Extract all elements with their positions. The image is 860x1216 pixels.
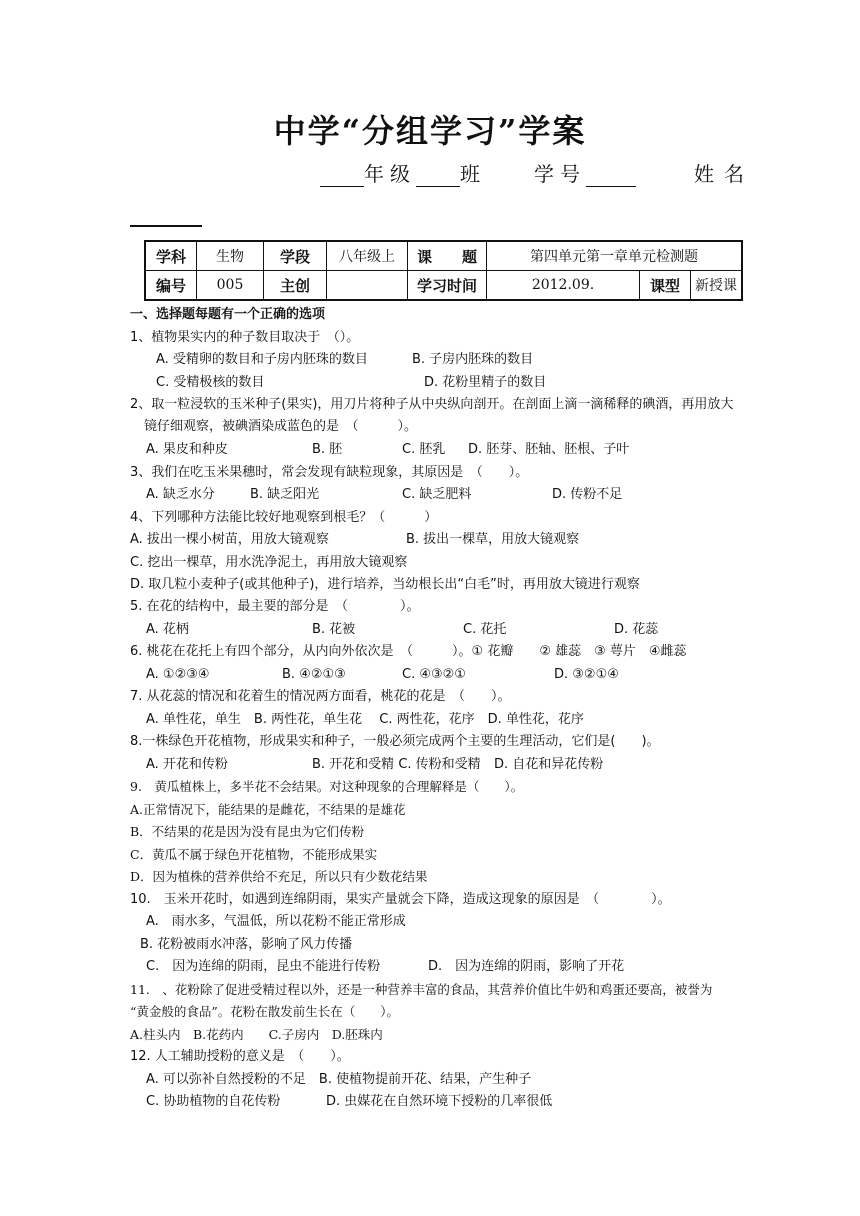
student-info-line: [320, 158, 754, 187]
option[interactable]: A. 果皮和种皮: [146, 442, 228, 457]
option[interactable]: D. 胚芽、胚轴、胚根、子叶: [468, 442, 630, 457]
option[interactable]: C. 花托: [463, 622, 507, 637]
question-stem: 3、我们在吃玉米果穗时，常会发现有缺粒现象，其原因是 （ ）。: [130, 465, 529, 480]
question-stem: 4、下列哪种方法能比较好地观察到根毛？（ ）: [130, 510, 438, 525]
class-label: 班: [460, 162, 486, 186]
option[interactable]: D. 花粉里精子的数目: [424, 375, 547, 390]
type-value: 新授课: [691, 271, 743, 301]
option[interactable]: D．因为植株的营养供给不充足，所以只有少数花结果: [130, 869, 428, 884]
id-blank[interactable]: [586, 164, 636, 187]
option[interactable]: C. 挖出一棵草，用水洗净泥土，再用放大镜观察: [130, 555, 408, 570]
subject-label: 学科: [145, 241, 197, 271]
option[interactable]: B. 花被: [312, 622, 356, 637]
question-stem: 7. 从花蕊的情况和花着生的情况两方面看，桃花的花是 （ ）。: [130, 689, 511, 704]
option[interactable]: A. 花柄: [146, 622, 189, 637]
topic-value: 第四单元第一章单元检测题: [487, 241, 743, 271]
grade-label: 年级: [364, 162, 416, 186]
name-label: 姓名: [694, 162, 754, 186]
option[interactable]: C. 缺乏肥料: [402, 487, 472, 502]
page-title: 中学“分组学习”学案: [273, 112, 587, 150]
option[interactable]: B．不结果的花是因为没有昆虫为它们传粉: [130, 824, 365, 839]
option[interactable]: C. ④③②①: [402, 667, 466, 682]
question-stem: 9. 黄瓜植株上，多半花不会结果。对这种现象的合理解释是（ ）。: [130, 779, 524, 794]
type-label: 课型: [640, 271, 691, 301]
option[interactable]: D. 虫媒花在自然环境下授粉的几率很低: [326, 1094, 553, 1109]
question-stem: 12. 人工辅助授粉的意义是 （ ）。: [130, 1049, 350, 1064]
option[interactable]: A. 受精卵的数目和子房内胚珠的数目: [156, 352, 368, 367]
option[interactable]: A. 缺乏水分: [146, 487, 215, 502]
option[interactable]: B. 缺乏阳光: [250, 487, 320, 502]
question-stem: 8.一株绿色开花植物，形成果实和种子，一般必须完成两个主要的生理活动，它们是( )。: [130, 734, 660, 749]
time-label: 学习时间: [408, 271, 487, 301]
option[interactable]: A.柱头内 B.花药内 C.子房内 D.胚珠内: [130, 1027, 383, 1042]
option[interactable]: B. 拔出一棵草，用放大镜观察: [406, 532, 580, 547]
grade-blank[interactable]: [320, 164, 364, 187]
option[interactable]: B. 开花和受精 C. 传粉和受精: [312, 757, 481, 772]
class-blank[interactable]: [416, 164, 460, 187]
id-label: 学号: [534, 162, 586, 186]
option[interactable]: A. 拔出一棵小树苗，用放大镜观察: [130, 532, 329, 547]
option[interactable]: C．黄瓜不属于绿色开花植物，不能形成果实: [130, 847, 378, 862]
option[interactable]: D. 因为连绵的阴雨，影响了开花: [428, 959, 625, 974]
option[interactable]: B. 花粉被雨水冲落，影响了风力传播: [140, 937, 353, 952]
option[interactable]: C. 胚乳: [402, 442, 446, 457]
option[interactable]: A. ①②③④: [146, 667, 210, 682]
option[interactable]: C. 因为连绵的阴雨，昆虫不能进行传粉: [146, 959, 381, 974]
question-stem: 5. 在花的结构中，最主要的部分是 （ ）。: [130, 599, 420, 614]
section-title: 一、选择题每题有一个正确的选项: [130, 307, 326, 322]
subject-value: 生物: [197, 241, 264, 271]
option[interactable]: C. 受精极核的数目: [156, 375, 265, 390]
option[interactable]: D. 自花和异花传粉: [494, 757, 604, 772]
option[interactable]: A. 雨水多，气温低，所以花粉不能正常形成: [146, 914, 406, 929]
question-stem-cont: “黄金般的食品”。花粉在散发前生长在（ ）。: [130, 1004, 400, 1019]
question-stem: 2、取一粒浸软的玉米种子(果实)，用刀片将种子从中央纵向剖开。在剖面上滴一滴稀释的碘酒，再用放大: [130, 397, 734, 412]
author-value: [327, 271, 408, 301]
option[interactable]: A. 可以弥补自然授粉的不足 B. 使植物提前开花、结果，产生种子: [146, 1072, 532, 1087]
lesson-meta-table: [144, 240, 743, 301]
question-stem: 11. 、花粉除了促进受精过程以外，还是一种营养丰富的食品，其营养价值比牛奶和鸡蛋还要高，被誉为: [130, 982, 713, 997]
time-value: 2012.09.: [487, 271, 640, 301]
number-label: 编号: [145, 271, 197, 301]
question-stem-cont: 镜仔细观察，被碘酒染成蓝色的是 （ ）。: [144, 419, 418, 434]
question-stem: 1、植物果实内的种子数目取决于 （）。: [130, 330, 360, 345]
option[interactable]: B. 子房内胚珠的数目: [412, 352, 534, 367]
question-stem: 10. 玉米开花时，如遇到连绵阴雨，果实产量就会下降，造成这现象的原因是 （ ）。: [130, 892, 671, 907]
number-value: 005: [197, 271, 264, 301]
topic-label: 课 题: [408, 241, 487, 271]
stage-label: 学段: [264, 241, 327, 271]
divider: [130, 225, 202, 227]
author-label: 主创: [264, 271, 327, 301]
option[interactable]: D. 花蕊: [614, 622, 659, 637]
option[interactable]: C. 协助植物的自花传粉: [146, 1094, 281, 1109]
option[interactable]: D. ③②①④: [554, 667, 619, 682]
stage-value: 八年级上: [327, 241, 408, 271]
option[interactable]: B. 胚: [312, 442, 343, 457]
option[interactable]: A.正常情况下，能结果的是雌花，不结果的是雄花: [130, 802, 406, 817]
question-stem: 6. 桃花在花托上有四个部分，从内向外依次是 （ ）。① 花瓣 ② 雄蕊 ③ 萼片 ④雌蕊: [130, 644, 687, 659]
option[interactable]: B. ④②①③: [282, 667, 346, 682]
option[interactable]: D. 取几粒小麦种子(或其他种子)，进行培养，当幼根长出“白毛”时，再用放大镜进行观察: [130, 577, 640, 592]
option[interactable]: A. 单性花，单生 B. 两性花，单生花 C. 两性花，花序 D. 单性花，花序: [146, 712, 584, 727]
option[interactable]: A. 开花和传粉: [146, 757, 228, 772]
option[interactable]: D. 传粉不足: [552, 487, 623, 502]
